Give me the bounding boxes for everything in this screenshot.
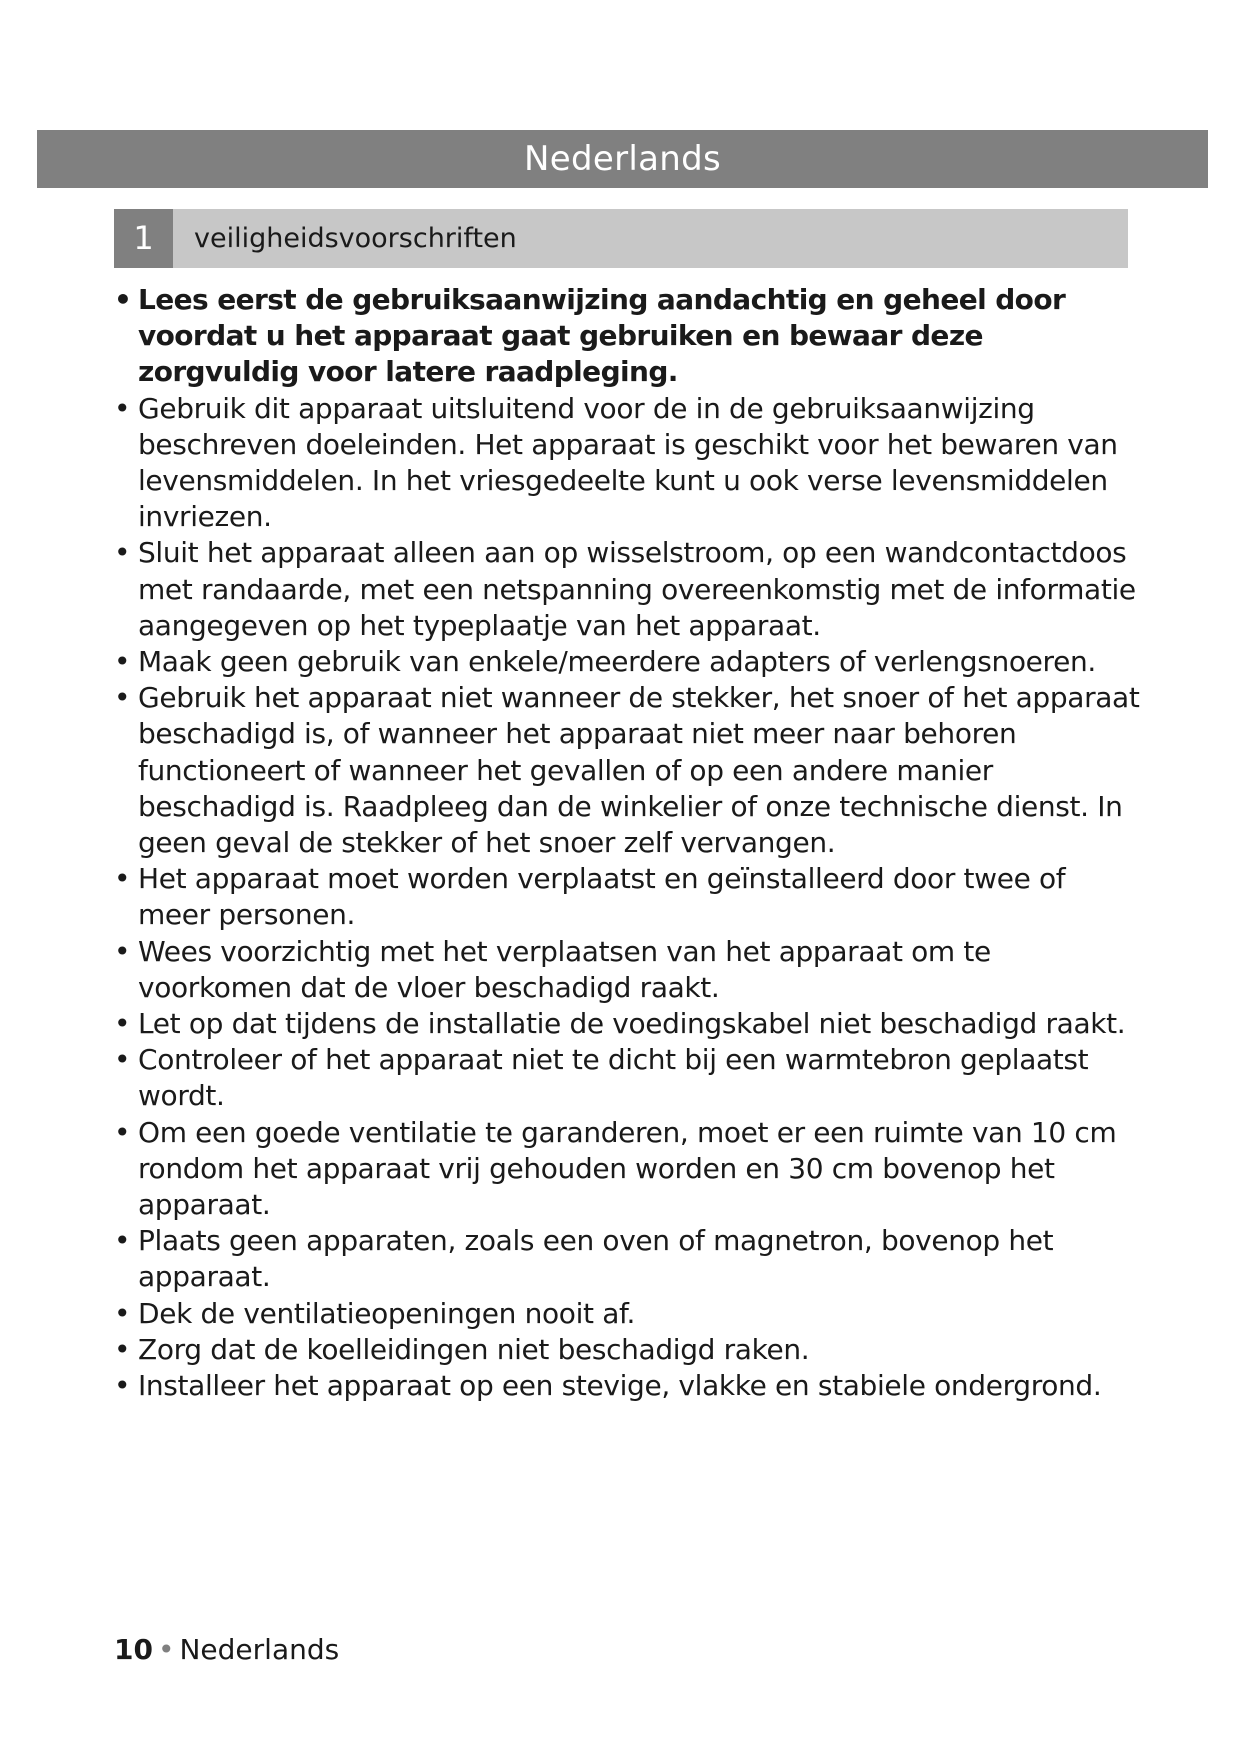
bullet-marker: • — [114, 1224, 131, 1258]
bullet-marker: • — [114, 536, 131, 570]
section-heading — [114, 209, 1128, 268]
list-item-text: Controleer of het apparaat niet te dicht bij een warmtebron geplaatst wordt. — [138, 1043, 1089, 1113]
list-item-text: Plaats geen apparaten, zoals een oven of magnetron, bovenop het apparaat. — [138, 1224, 1054, 1294]
language-banner: Nederlands — [37, 130, 1208, 188]
list-item — [114, 934, 1144, 1006]
list-item — [114, 1223, 1144, 1295]
footer-separator: • — [157, 1633, 175, 1666]
footer-language: Nederlands — [179, 1633, 340, 1666]
list-item — [114, 1296, 1144, 1332]
safety-instructions-list — [114, 282, 1144, 1404]
list-item-text: Installeer het apparaat op een stevige, vlakke en stabiele ondergrond. — [138, 1369, 1102, 1403]
bullet-marker: • — [114, 681, 131, 715]
list-item — [114, 1042, 1144, 1114]
bullet-marker: • — [114, 645, 131, 679]
list-item-text: Lees eerst de gebruiksaanwijzing aandachtig en geheel door voordat u het apparaat gaat gebruiken en bewaar deze zorgvuldig voor latere raadpleging. — [138, 283, 1066, 389]
bullet-marker: • — [114, 283, 132, 316]
bullet-marker: • — [114, 1115, 131, 1149]
bullet-marker: • — [114, 862, 131, 896]
bullet-marker: • — [114, 1332, 131, 1366]
list-item-text: Wees voorzichtig met het verplaatsen van het apparaat om te voorkomen dat de vloer beschadigd raakt. — [138, 934, 991, 1004]
list-item-text: Dek de ventilatieopeningen nooit af. — [138, 1296, 636, 1330]
list-item-text: Maak geen gebruik van enkele/meerdere adapters of verlengsnoeren. — [138, 645, 1096, 679]
page-footer — [114, 1632, 339, 1668]
list-item-text: Gebruik het apparaat niet wanneer de stekker, het snoer of het apparaat beschadigd is, of wanneer het apparaat niet meer naar behoren functioneert of wanneer het gevallen of op een andere manier beschadigd is. Raadpleeg dan de winkelier of onze technische dienst. In geen geval de stekker of het snoer zelf vervangen. — [138, 681, 1140, 860]
bullet-marker: • — [114, 1369, 131, 1403]
bullet-marker: • — [114, 391, 131, 425]
list-item — [114, 1115, 1144, 1224]
list-item — [114, 644, 1144, 680]
list-item-text: Let op dat tijdens de installatie de voedingskabel niet beschadigd raakt. — [138, 1007, 1126, 1041]
list-item — [114, 1006, 1144, 1042]
list-item-text: Het apparaat moet worden verplaatst en geïnstalleerd door twee of meer personen. — [138, 862, 1066, 932]
list-item-text: Sluit het apparaat alleen aan op wisselstroom, op een wandcontactdoos met randaarde, met een netspanning overeenkomstig met de informatie aangegeven op het typeplaatje van het apparaat. — [138, 536, 1136, 642]
section-title: veiligheidsvoorschriften — [194, 223, 517, 254]
list-item-text: Gebruik dit apparaat uitsluitend voor de in de gebruiksaanwijzing beschreven doeleinden. Het apparaat is geschikt voor het bewaren van levensmiddelen. In het vriesgedeelte kunt u ook verse levensmiddelen invriezen. — [138, 391, 1118, 534]
list-item — [114, 1368, 1144, 1404]
bullet-marker: • — [114, 1007, 131, 1041]
list-item-text: Om een goede ventilatie te garanderen, moet er een ruimte van 10 cm rondom het apparaat vrij gehouden worden en 30 cm bovenop het apparaat. — [138, 1115, 1117, 1222]
list-item-text: Zorg dat de koelleidingen niet beschadigd raken. — [138, 1332, 810, 1366]
list-item — [114, 1332, 1144, 1368]
list-item — [114, 861, 1144, 933]
list-item — [114, 680, 1144, 861]
list-item — [114, 535, 1144, 644]
bullet-marker: • — [114, 1296, 131, 1330]
section-number: 1 — [114, 209, 173, 268]
page-number: 10 — [114, 1633, 153, 1666]
list-item — [114, 391, 1144, 536]
bullet-marker: • — [114, 1043, 131, 1077]
bullet-marker: • — [114, 934, 131, 968]
list-item — [114, 282, 1144, 391]
